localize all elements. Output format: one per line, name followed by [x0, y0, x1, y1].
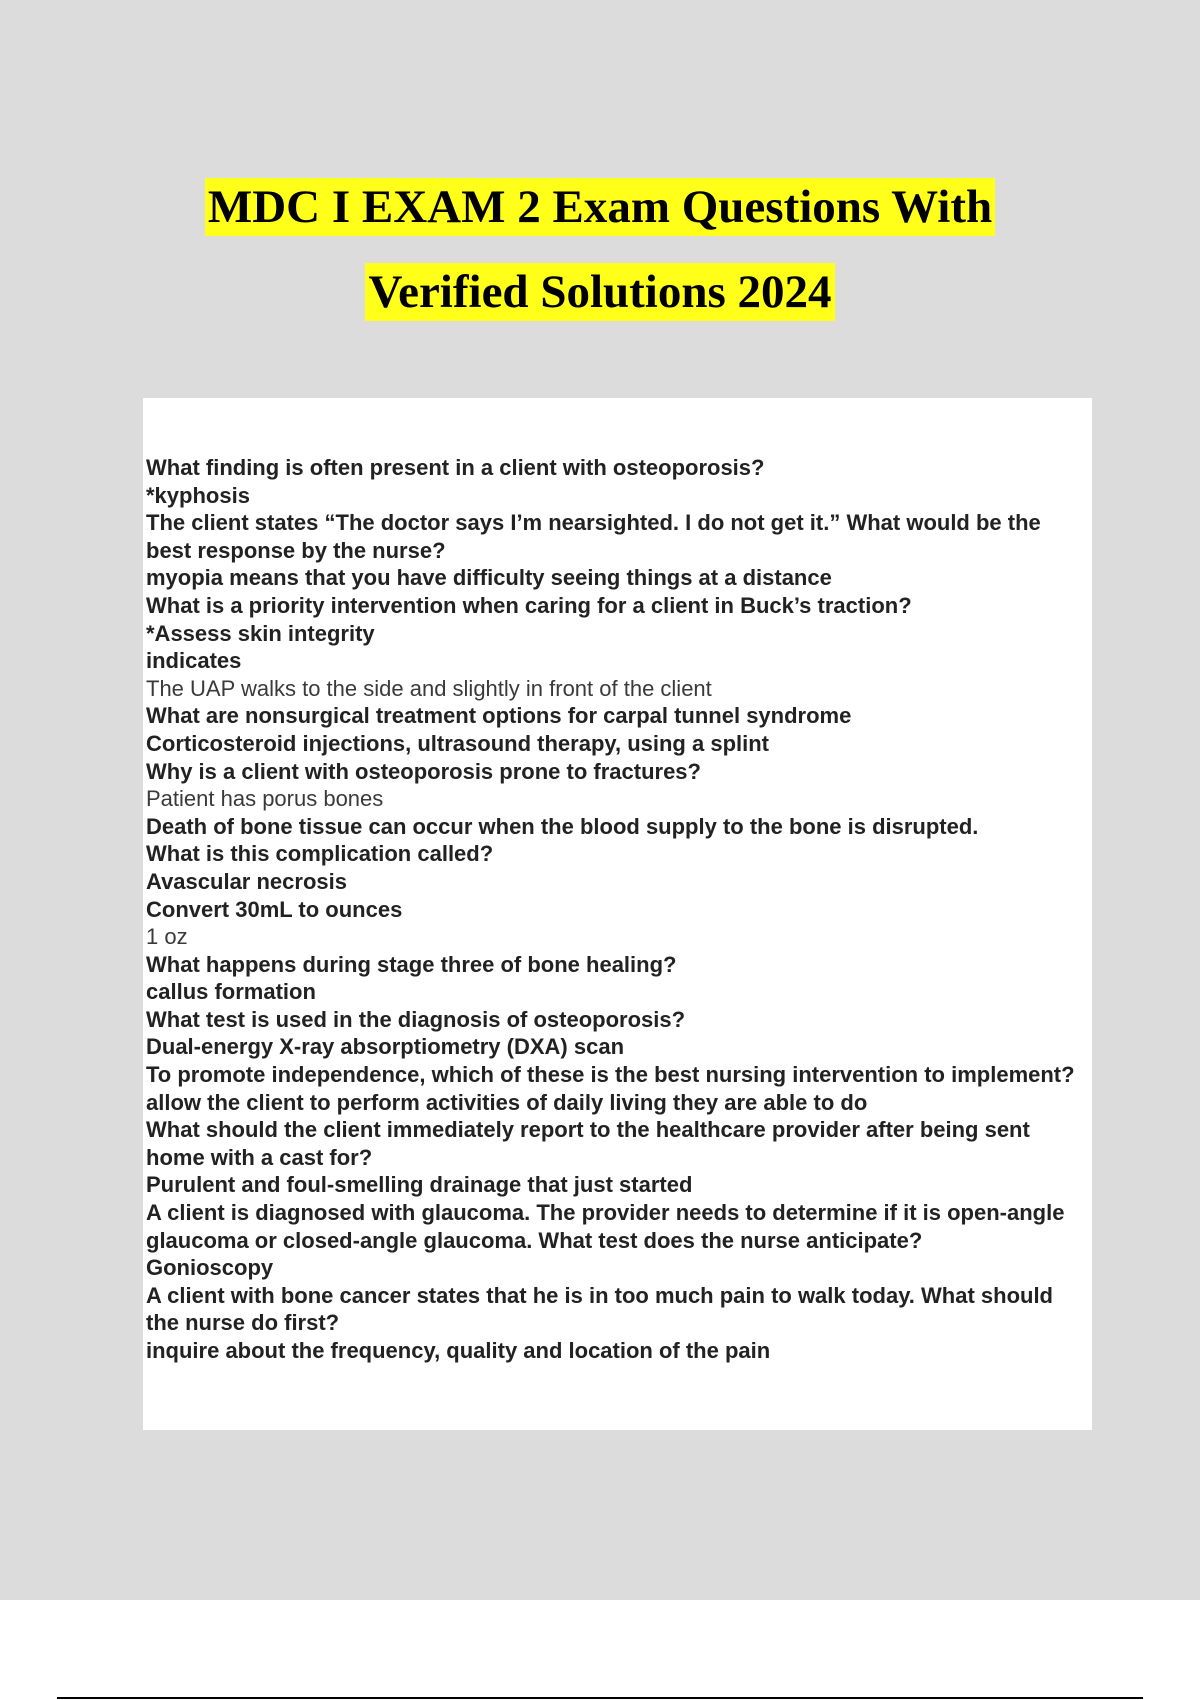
qa-line: What is this complication called?	[146, 841, 494, 867]
document-title	[0, 165, 1200, 335]
qa-line: To promote independence, which of these is the best nursing intervention to implement?	[146, 1062, 1075, 1088]
qa-line: 1 oz	[146, 924, 188, 950]
qa-line: callus formation	[146, 979, 316, 1005]
qa-line: What happens during stage three of bone healing?	[146, 951, 677, 977]
qa-line: myopia means that you have difficulty seeing things at a distance	[146, 565, 832, 591]
footer-divider	[57, 1697, 1143, 1699]
question-answer-list	[146, 454, 1092, 1365]
qa-line: *kyphosis	[146, 482, 250, 508]
qa-line: A client with bone cancer states that he is in too much pain to walk today. What should the nurse do first?	[146, 1282, 1053, 1336]
qa-line: *Assess skin integrity	[146, 620, 375, 646]
qa-line: Death of bone tissue can occur when the blood supply to the bone is disrupted.	[146, 813, 979, 839]
qa-line: Patient has porus bones	[146, 786, 384, 812]
qa-line: allow the client to perform activities of daily living they are able to do	[146, 1089, 868, 1115]
qa-line: What is a priority intervention when caring for a client in Buck’s traction?	[146, 592, 912, 618]
qa-line: Dual-energy X-ray absorptiometry (DXA) scan	[146, 1034, 625, 1060]
qa-line: A client is diagnosed with glaucoma. The provider needs to determine if it is open-angle glaucoma or closed-angle glaucoma. What test does the nurse anticipate?	[146, 1200, 1065, 1253]
qa-line: Gonioscopy	[146, 1255, 274, 1281]
qa-line: Convert 30mL to ounces	[146, 896, 403, 922]
qa-line: inquire about the frequency, quality and location of the pain	[146, 1338, 771, 1363]
qa-line: Avascular necrosis	[146, 868, 347, 894]
title-line-1: MDC I EXAM 2 Exam Questions With	[205, 178, 995, 236]
qa-line: Purulent and foul-smelling drainage that just started	[146, 1172, 693, 1198]
qa-line: What should the client immediately report to the healthcare provider after being sent home with a cast for?	[146, 1117, 1030, 1170]
qa-line: What test is used in the diagnosis of osteoporosis?	[146, 1006, 686, 1032]
qa-line: The UAP walks to the side and slightly in front of the client	[146, 675, 712, 701]
title-line-2: Verified Solutions 2024	[365, 263, 834, 321]
qa-line: Why is a client with osteoporosis prone to fractures?	[146, 758, 701, 784]
qa-line: What are nonsurgical treatment options for carpal tunnel syndrome	[146, 703, 852, 729]
qa-line: indicates	[146, 648, 242, 674]
qa-line: The client states “The doctor says I’m nearsighted. I do not get it.” What would be the best response by the nurse?	[146, 510, 1041, 563]
qa-line: Corticosteroid injections, ultrasound therapy, using a splint	[146, 730, 769, 756]
qa-line: What finding is often present in a client with osteoporosis?	[146, 455, 765, 480]
